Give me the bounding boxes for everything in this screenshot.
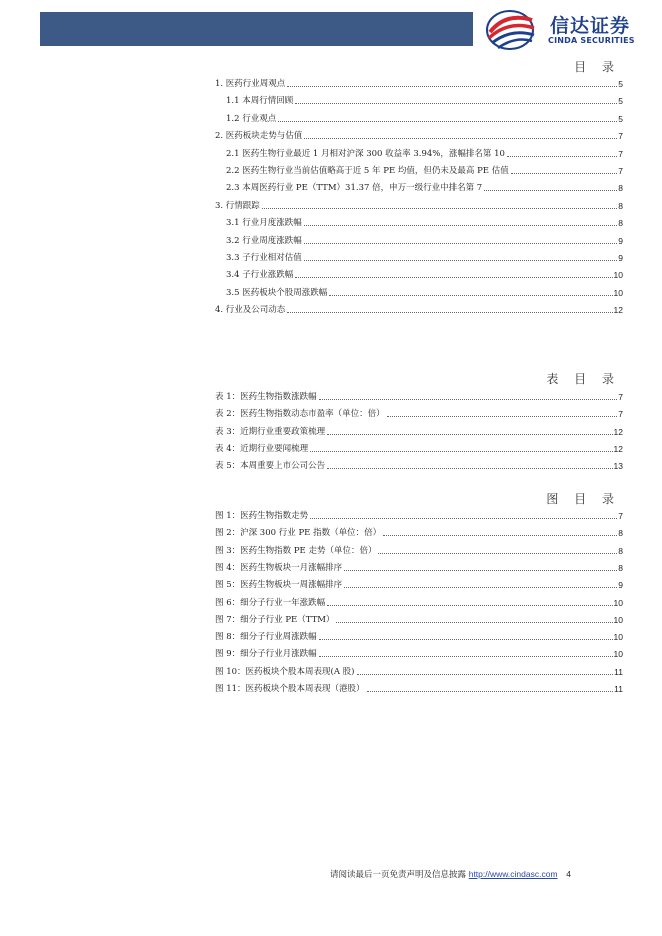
- fig-entry-text[interactable]: 图 4：医药生物板块一月涨幅排序: [215, 562, 343, 573]
- footer: [330, 868, 571, 880]
- fig-entry-text[interactable]: 图 3：医药生物指数 PE 走势（单位：倍）: [215, 545, 377, 556]
- dot-leader: [310, 517, 617, 519]
- fig-entry-page[interactable]: 8: [618, 528, 623, 539]
- dot-leader: [511, 172, 618, 174]
- tables-title: 表 目 录: [546, 372, 620, 386]
- fig-entry[interactable]: [215, 612, 623, 626]
- dot-leader: [304, 137, 617, 139]
- fig-entry-page[interactable]: 8: [618, 545, 623, 556]
- dot-leader: [319, 655, 613, 657]
- fig-entry-text[interactable]: 图 9：细分子行业月涨跌幅: [215, 649, 317, 660]
- fig-entry-page[interactable]: 10: [613, 649, 623, 660]
- toc-entry[interactable]: [226, 267, 623, 281]
- toc-entry[interactable]: [226, 215, 623, 229]
- toc-entry-page[interactable]: 9: [618, 235, 623, 246]
- dot-leader: [367, 690, 614, 692]
- fig-entry[interactable]: [215, 664, 623, 678]
- table-entry-page[interactable]: 12: [613, 443, 623, 454]
- dot-leader: [304, 259, 618, 261]
- toc-entry-text[interactable]: 2.1 医药生物行业最近 1 月相对沪深 300 收益率 3.94%，涨幅排名第 10: [226, 148, 505, 159]
- toc-entry-page[interactable]: 7: [618, 166, 623, 176]
- dot-leader: [327, 604, 612, 606]
- dot-leader: [344, 569, 617, 571]
- table-entry[interactable]: [215, 424, 623, 438]
- toc-entry-page[interactable]: 7: [618, 131, 623, 142]
- toc-entry-page[interactable]: 7: [618, 148, 623, 159]
- dot-leader: [387, 415, 618, 417]
- fig-entry-page[interactable]: 8: [618, 562, 623, 573]
- toc-entry-text[interactable]: 3.3 子行业相对估值: [226, 253, 302, 263]
- table-entry-text[interactable]: 表 3：近期行业重要政策梳理: [215, 426, 326, 437]
- dot-leader: [484, 189, 617, 191]
- fig-entry[interactable]: [215, 646, 623, 660]
- table-entry-page[interactable]: 7: [618, 409, 623, 420]
- fig-entry[interactable]: [215, 543, 623, 557]
- dot-leader: [304, 224, 618, 226]
- toc-entry-text[interactable]: 1.2 行业观点: [226, 113, 277, 124]
- toc-entry-page[interactable]: 5: [618, 96, 623, 107]
- fig-entry-page[interactable]: 11: [614, 666, 623, 677]
- fig-entry[interactable]: [215, 560, 623, 574]
- toc-entry[interactable]: [226, 180, 623, 194]
- dot-leader: [310, 450, 612, 452]
- toc-entry-text[interactable]: 2.3 本周医药行业 PE（TTM）31.37 倍，申万一级行业中排名第 7: [226, 183, 483, 194]
- dot-leader: [344, 586, 617, 588]
- toc-entry[interactable]: [215, 128, 623, 142]
- logo-chinese-name: 信达证券: [550, 15, 631, 37]
- dot-leader: [327, 433, 612, 435]
- dot-leader: [357, 673, 614, 675]
- fig-entry[interactable]: [215, 577, 623, 591]
- toc-entry-page[interactable]: 5: [618, 79, 623, 89]
- dot-leader: [278, 120, 617, 122]
- toc-entry[interactable]: [215, 198, 623, 212]
- toc-entry-text[interactable]: 3. 行情跟踪: [215, 200, 260, 211]
- toc-entry[interactable]: [226, 233, 623, 247]
- fig-entry[interactable]: [215, 508, 623, 522]
- toc-entry[interactable]: [226, 93, 623, 107]
- dot-leader: [287, 85, 617, 87]
- page-number: 4: [566, 869, 571, 879]
- fig-entry-page[interactable]: 10: [613, 597, 623, 608]
- fig-entry[interactable]: [215, 595, 623, 609]
- table-entry-text[interactable]: 表 1：医药生物指数涨跌幅: [215, 392, 317, 402]
- fig-entry-text[interactable]: 图 10：医药板块个股本周表现(A 股): [215, 666, 355, 677]
- fig-entry-text[interactable]: 图 1：医药生物指数走势: [215, 511, 309, 521]
- toc-entry-text[interactable]: 1. 医药行业周观点: [215, 79, 286, 89]
- table-entry[interactable]: [215, 458, 623, 472]
- toc-entry-page[interactable]: 10: [613, 287, 623, 298]
- footer-disclaimer: 请阅读最后一页免责声明及信息披露: [330, 870, 467, 880]
- toc-entry[interactable]: [226, 146, 623, 160]
- toc-entry[interactable]: [226, 285, 623, 299]
- toc-entry[interactable]: [215, 76, 623, 90]
- dot-leader: [378, 552, 617, 554]
- contents-title: 目 录: [574, 60, 620, 74]
- toc-entry-text[interactable]: 1.1 本周行情回顾: [226, 96, 294, 107]
- footer-url-link[interactable]: http://www.cindasc.com: [468, 869, 558, 879]
- toc-entry-page[interactable]: 8: [618, 218, 623, 229]
- cinda-logo-icon: [484, 8, 540, 52]
- table-entry-text[interactable]: 表 4：近期行业要闻梳理: [215, 443, 309, 454]
- table-entry-text[interactable]: 表 2：医药生物指数动态市盈率（单位：倍）: [215, 409, 385, 420]
- table-entry-page[interactable]: 13: [613, 461, 623, 472]
- fig-entry-text[interactable]: 图 8：细分子行业周涨跌幅: [215, 632, 317, 643]
- table-entry-page[interactable]: 7: [618, 392, 623, 402]
- fig-entry[interactable]: [215, 681, 623, 695]
- toc-entry-text[interactable]: 3.5 医药板块个股周涨跌幅: [226, 287, 328, 298]
- company-logo: [482, 8, 652, 52]
- toc-entry-text[interactable]: 4. 行业及公司动态: [215, 305, 286, 316]
- figures-title: 图 目 录: [546, 492, 620, 506]
- dot-leader: [295, 276, 612, 278]
- toc-entry-page[interactable]: 8: [618, 183, 623, 194]
- table-entry[interactable]: [215, 389, 623, 403]
- fig-entry-text[interactable]: 图 11：医药板块个股本周表现（港股）: [215, 684, 365, 694]
- fig-entry-page[interactable]: 10: [613, 614, 623, 625]
- dot-leader: [319, 398, 618, 400]
- dot-leader: [287, 311, 612, 313]
- toc-entry[interactable]: [215, 302, 623, 316]
- fig-entry-text[interactable]: 图 5：医药生物板块一周涨幅排序: [215, 580, 343, 591]
- fig-entry-text[interactable]: 图 7：细分子行业 PE（TTM）: [215, 614, 335, 625]
- fig-entry-page[interactable]: 11: [614, 684, 623, 694]
- dot-leader: [336, 621, 612, 623]
- toc-entry-page[interactable]: 10: [613, 270, 623, 281]
- fig-entry-page[interactable]: 10: [613, 632, 623, 643]
- fig-entry-page[interactable]: 9: [618, 580, 623, 591]
- dot-leader: [327, 467, 612, 469]
- toc-entry-text[interactable]: 3.1 行业月度涨跌幅: [226, 218, 302, 229]
- fig-entry[interactable]: [215, 629, 623, 643]
- fig-entry[interactable]: [215, 525, 623, 539]
- dot-leader: [295, 102, 617, 104]
- toc-entry[interactable]: [226, 111, 623, 125]
- toc-entry-text[interactable]: 3.2 行业周度涨跌幅: [226, 235, 302, 246]
- dot-leader: [329, 294, 612, 296]
- table-entry[interactable]: [215, 441, 623, 455]
- dot-leader: [507, 155, 617, 157]
- toc-entry-text[interactable]: 2. 医药板块走势与估值: [215, 131, 303, 142]
- table-entry-text[interactable]: 表 5：本周重要上市公司公告: [215, 461, 326, 472]
- toc-entry-page[interactable]: 8: [618, 200, 623, 211]
- logo-english-name: CINDA SECURITIES: [548, 36, 635, 45]
- toc-entry[interactable]: [226, 163, 623, 177]
- toc-entry-page[interactable]: 5: [618, 113, 623, 124]
- fig-entry-text[interactable]: 图 2：沪深 300 行业 PE 指数（单位：倍）: [215, 528, 382, 539]
- header-bar: [40, 12, 473, 46]
- dot-leader: [383, 534, 617, 536]
- toc-entry-page[interactable]: 12: [613, 305, 623, 316]
- toc-entry-text[interactable]: 2.2 医药生物行业当前估值略高于近 5 年 PE 均值，但仍未及最高 PE 估值: [226, 166, 509, 176]
- table-entry[interactable]: [215, 406, 623, 420]
- toc-entry-text[interactable]: 3.4 子行业涨跌幅: [226, 270, 294, 281]
- dot-leader: [262, 207, 617, 209]
- table-entry-page[interactable]: 12: [613, 426, 623, 437]
- toc-entry[interactable]: [226, 250, 623, 264]
- dot-leader: [319, 638, 613, 640]
- toc-entry-page[interactable]: 9: [618, 253, 623, 263]
- fig-entry-text[interactable]: 图 6：细分子行业一年涨跌幅: [215, 597, 326, 608]
- fig-entry-page[interactable]: 7: [618, 511, 623, 521]
- dot-leader: [304, 242, 618, 244]
